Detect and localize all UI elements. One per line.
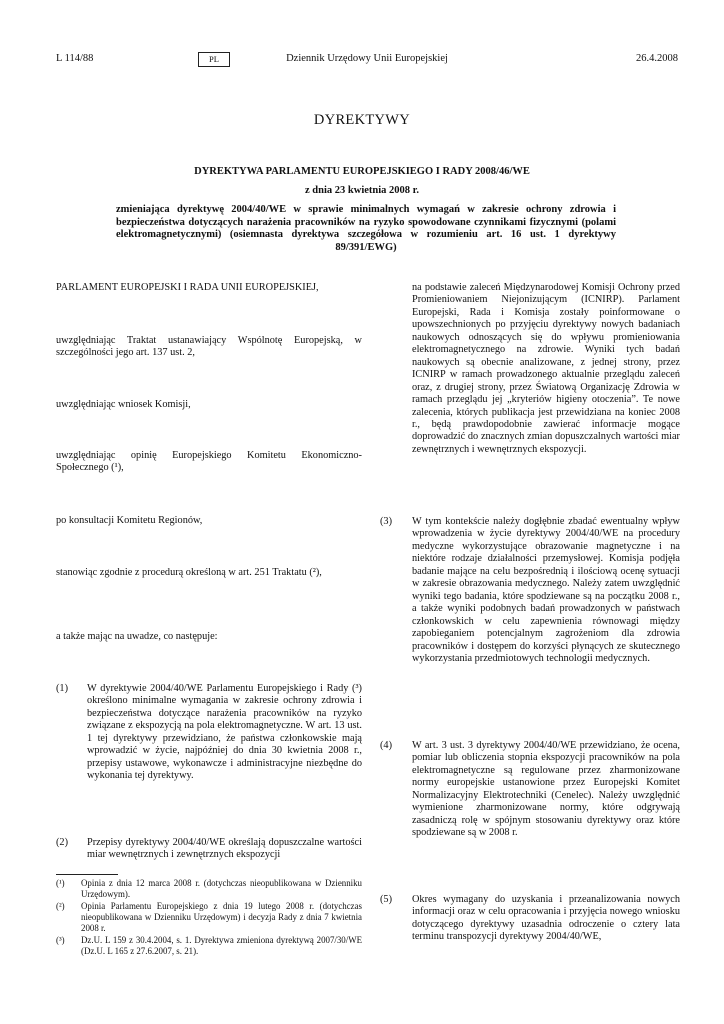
recital-text: Przepisy dyrektywy 2004/40/WE określają dopuszczalne wartości miar wewnętrznych i zewnętrznych ekspozycji xyxy=(87,837,362,861)
footnote-divider xyxy=(56,874,118,875)
directive-subject: zmieniająca dyrektywę 2004/40/WE w sprawie minimalnych wymagań w zakresie ochrony zdrowia i bezpieczeństwa dotyczących narażenia pracowników na ryzyko spowodowane czynnikami fizycznymi (polami elektromagnetycznymi) (osiemnasta dyrektywa szczegółowa w rozumieniu art. 16 ust. 1 dyrektywy 89/391/EWG) xyxy=(116,204,616,253)
section-title: DYREKTYWY xyxy=(313,112,411,128)
preamble-procedure: stanowiąc zgodnie z procedurą określoną w art. 251 Traktatu (²), xyxy=(56,567,322,578)
recital-text: W tym kontekście należy dogłębnie zbadać ewentualny wpływ wprowadzenia w życie dyrektywy 2004/40/WE na procedury medyczne wykorzystujące obrazowanie magnetyczne i na niektóre rodzaje działalności przemysłowej. Komisja podjęła badanie mające na celu bezpośrednią i ilościową ocenę sytuacji w zakresie obrazowania medycznego. Należy zatem uwzględnić wyniki tego badania, które spodziewane są na początku 2008 r., a także wyniki podobnych badań prowadzonych w państwach członkowskich w celu zapewnienia równowagi między zapobieganiem potencjalnym zagrożeniom dla zdrowia pracowników i dostępem do korzyści płynących ze skutecznego wykorzystania przedmiotowych technologii medycznych. xyxy=(412,516,680,664)
recital-text: Okres wymagany do uzyskania i przeanalizowania nowych informacji oraz w celu opracowania i przyjęcia nowego wniosku dotyczącego dyrektywy uzasadnia odroczenie o cztery lata terminu transpozycji dyrektywy 2004/40/WE, xyxy=(412,894,680,943)
footnote-text: Dz.U. L 159 z 30.4.2004, s. 1. Dyrektywa zmieniona dyrektywą 2007/30/WE (Dz.U. L 165 z 27.6.2007, s. 21). xyxy=(81,935,362,956)
recital-number: (4) xyxy=(380,740,393,751)
recital-number: (5) xyxy=(380,894,393,905)
recital-number: (2) xyxy=(56,837,69,848)
footnote-text: Opinia Parlamentu Europejskiego z dnia 19 lutego 2008 r. (dotychczas nieopublikowana w Dzienniku Urzędowym) i decyzja Rady z dnia 7 kwietnia 2008 r. xyxy=(81,901,362,933)
directive-date: z dnia 23 kwietnia 2008 r. xyxy=(305,185,419,196)
recital-text: W dyrektywie 2004/40/WE Parlamentu Europejskiego i Rady (³) określono minimalne wymagania w zakresie ochrony zdrowia i bezpieczeństwa dotyczące narażenia pracowników na ryzyko związane z ekspozycją na pola elektromagnetyczne. W art. 13 ust. 1 tej dyrektywy przewidziano, że państwa członkowskie mają wprowadzić w życie, najpóźniej do dnia 30 kwietnia 2008 r., przepisy ustawowe, wykonawcze i administracyjne niezbędne do wykonania tej dyrektywy. xyxy=(87,683,362,782)
recital-text: W art. 3 ust. 3 dyrektywy 2004/40/WE przewidziano, że ocena, pomiar lub obliczenia stopnia ekspozycji pracowników na pola elektromagnetyczne są regulowane przez zharmonizowane normy europejskie ustanowione przez Europejski Komitet Normalizacyjny Elektrotechniki (Cenelec). Należy uwzględnić wymienione zharmonizowane normy, które odgrywają zasadniczą rolę w spójnym stosowaniu dyrektywy oraz które spodziewane są w 2008 r. xyxy=(412,740,680,839)
page-header xyxy=(56,52,678,68)
footnote-number: (¹) xyxy=(56,878,65,888)
recital-number: (1) xyxy=(56,683,69,694)
recital-number: (3) xyxy=(380,516,393,527)
journal-title: Dziennik Urzędowy Unii Europejskiej xyxy=(286,53,448,64)
preamble-regions: po konsultacji Komitetu Regionów, xyxy=(56,515,203,526)
directive-title: DYREKTYWA PARLAMENTU EUROPEJSKIEGO I RADY 2008/46/WE xyxy=(194,166,530,177)
preamble-eesc: uwzględniając opinię Europejskiego Komitetu Ekonomiczno-Społecznego (¹), xyxy=(56,450,362,474)
language-code-box: PL xyxy=(198,52,230,67)
preamble-treaty: uwzględniając Traktat ustanawiający Wspólnotę Europejską, w szczególności jego art. 137 ust. 2, xyxy=(56,335,362,359)
footnote-text: Opinia z dnia 12 marca 2008 r. (dotychczas nieopublikowana w Dzienniku Urzędowym). xyxy=(81,878,362,899)
footnote-number: (²) xyxy=(56,901,65,911)
preamble-whereas: a także mając na uwadze, co następuje: xyxy=(56,631,218,642)
publication-date: 26.4.2008 xyxy=(636,53,678,64)
preamble-authors: PARLAMENT EUROPEJSKI I RADA UNII EUROPEJSKIEJ, xyxy=(56,282,319,293)
recital-2-continuation: na podstawie zaleceń Międzynarodowej Komisji Ochrony przed Promieniowaniem Niejonizującym (ICNIRP). Parlament Europejski, Rada i Komisja zostały poinformowane o upowszechnionych po przyjęciu dyrektywy nowych badaniach naukowych odnoszących się do wpływu promieniowania elektromagnetycznego na zdrowie. Wyniki tych badań naukowych są obecnie analizowane, z jednej strony, przez ICNIRP w ramach prowadzonego aktualnie przeglądu zaleceń oraz, z drugiej strony, przez Światową Organizację Zdrowia w ramach przeglądu jej „kryteriów higieny otoczenia”. Te nowe zalecenia, których publikacja jest przewidziana na koniec 2008 r., będą prawdopodobnie zawierać informacje mogące doprowadzić do znacznych zmian dopuszczalnych wartości miar zewnętrznych i wewnętrznych ekspozycji. xyxy=(412,282,680,455)
page-reference: L 114/88 xyxy=(56,53,94,64)
preamble-proposal: uwzględniając wniosek Komisji, xyxy=(56,399,191,410)
footnote-number: (³) xyxy=(56,935,65,945)
